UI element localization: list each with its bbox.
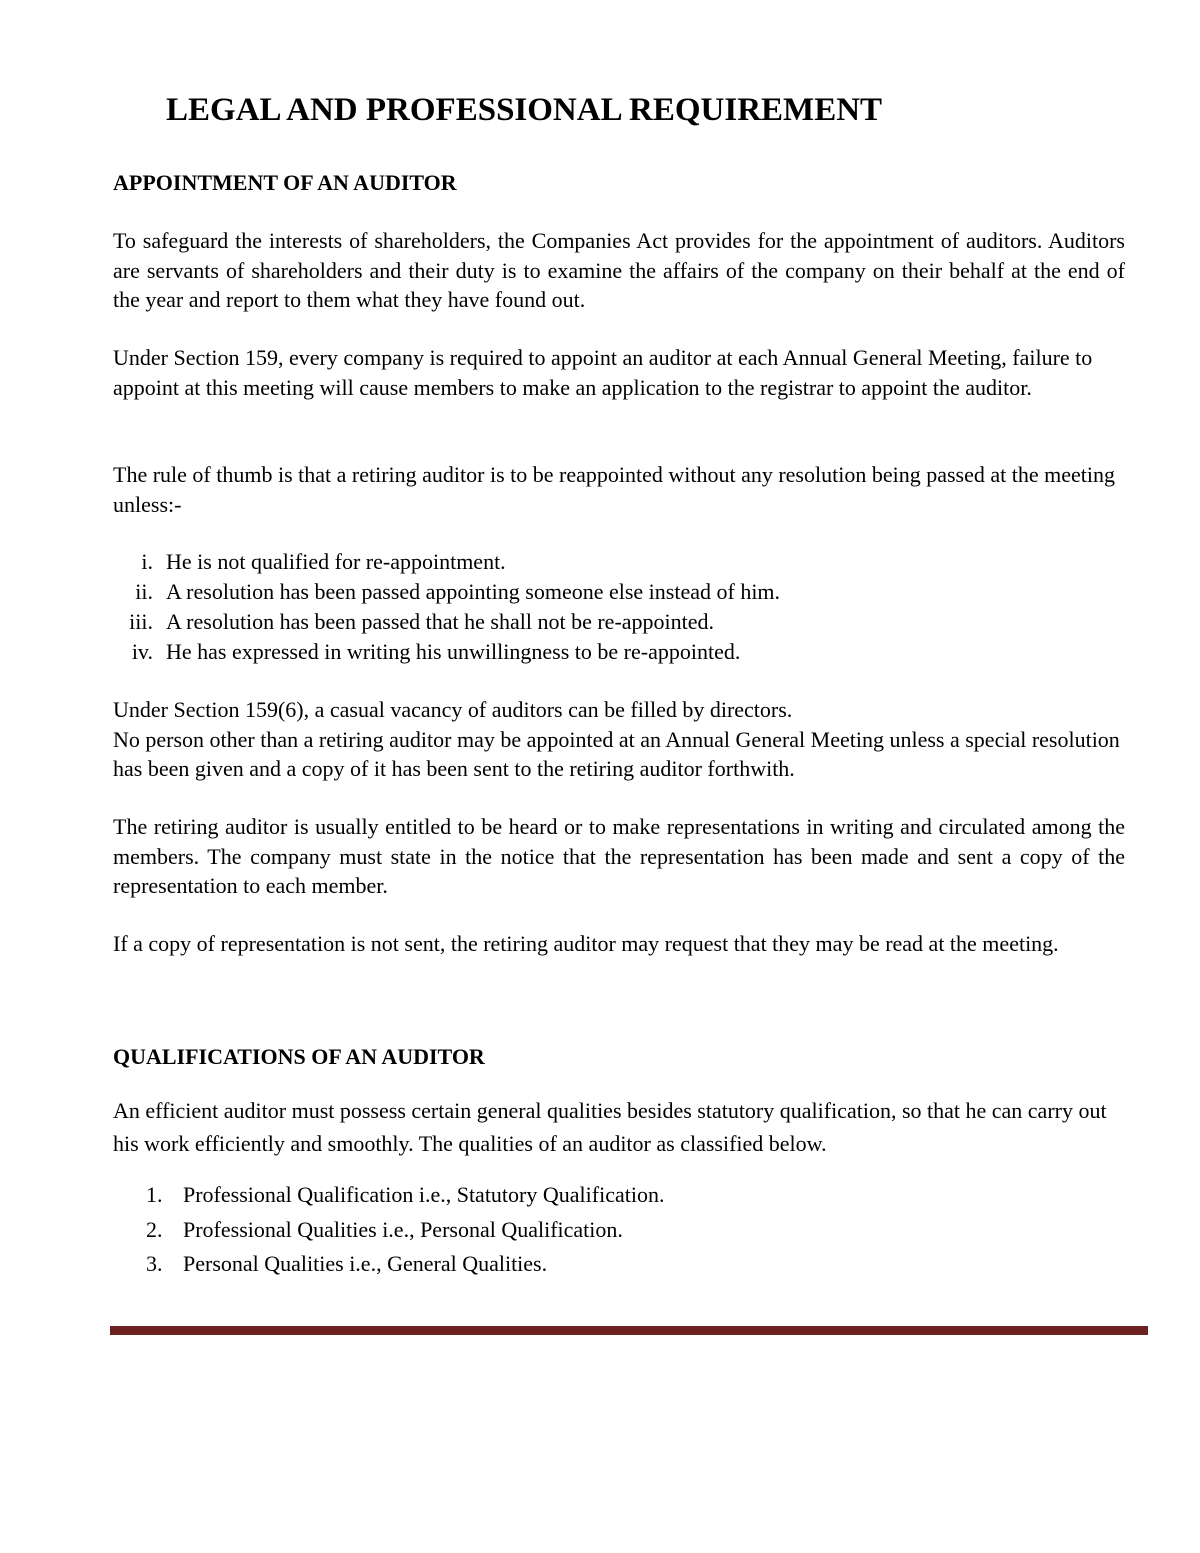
list-item-text: A resolution has been passed appointing someone else instead of him. (166, 579, 781, 604)
list-marker: 1. (146, 1182, 163, 1207)
appointment-paragraph-rule-of-thumb: The rule of thumb is that a retiring auditor is to be reappointed without any resolution being passed at the meeting unless:- (113, 462, 1115, 517)
list-item-text: He is not qualified for re-appointment. (166, 549, 506, 574)
list-item-text: He has expressed in writing his unwillingness to be re-appointed. (166, 639, 741, 664)
list-marker: 3. (146, 1251, 163, 1276)
list-marker: iii. (129, 609, 153, 634)
special-resolution-text: No person other than a retiring auditor may be appointed at an Annual General Meeting unless a special resolution has been given and a copy of it has been sent to the retiring auditor forthwith. (113, 726, 1120, 782)
list-marker: i. (141, 549, 153, 574)
casual-vacancy-line: Under Section 159(6), a casual vacancy of auditors can be filled by directors. (113, 697, 793, 722)
qualifications-heading: QUALIFICATIONS OF AN AUDITOR (113, 1044, 485, 1069)
list-item-text: Personal Qualities i.e., General Qualities. (183, 1251, 548, 1276)
list-item-text: Professional Qualification i.e., Statutory Qualification. (183, 1182, 665, 1207)
appointment-paragraph-casual-vacancy (113, 695, 1125, 784)
list-item-text: A resolution has been passed that he shall not be re-appointed. (166, 609, 715, 634)
list-marker: ii. (135, 579, 153, 604)
footer-divider (110, 1326, 1148, 1335)
page-title: LEGAL AND PROFESSIONAL REQUIREMENT (166, 92, 883, 128)
appointment-paragraph-section-159: Under Section 159, every company is required to appoint an auditor at each Annual General Meeting, failure to appoint at this meeting will cause members to make an application to the registrar to appoint the auditor. (113, 345, 1093, 400)
qualifications-paragraph-intro: An efficient auditor must possess certain general qualities besides statutory qualification, so that he can carry out his work efficiently and smoothly. The qualities of an auditor as classified below. (113, 1098, 1107, 1156)
appointment-paragraph-representations: The retiring auditor is usually entitled to be heard or to make representations in writing and circulated among the members. The company must state in the notice that the representation has been made and sent a copy of the representation to each member. (113, 814, 1125, 899)
appointment-paragraph-copy-not-sent: If a copy of representation is not sent, the retiring auditor may request that they may be read at the meeting. (113, 931, 1059, 956)
list-marker: iv. (131, 639, 153, 664)
appointment-paragraph-intro: To safeguard the interests of shareholders, the Companies Act provides for the appointment of auditors. Auditors are servants of shareholders and their duty is to examine the affairs of the company on their behalf at the end of the year and report to them what they have found out. (113, 228, 1125, 313)
list-marker: 2. (146, 1216, 163, 1242)
appointment-heading: APPOINTMENT OF AN AUDITOR (113, 170, 457, 195)
list-item-text: Professional Qualities i.e., Personal Qualification. (183, 1216, 623, 1242)
